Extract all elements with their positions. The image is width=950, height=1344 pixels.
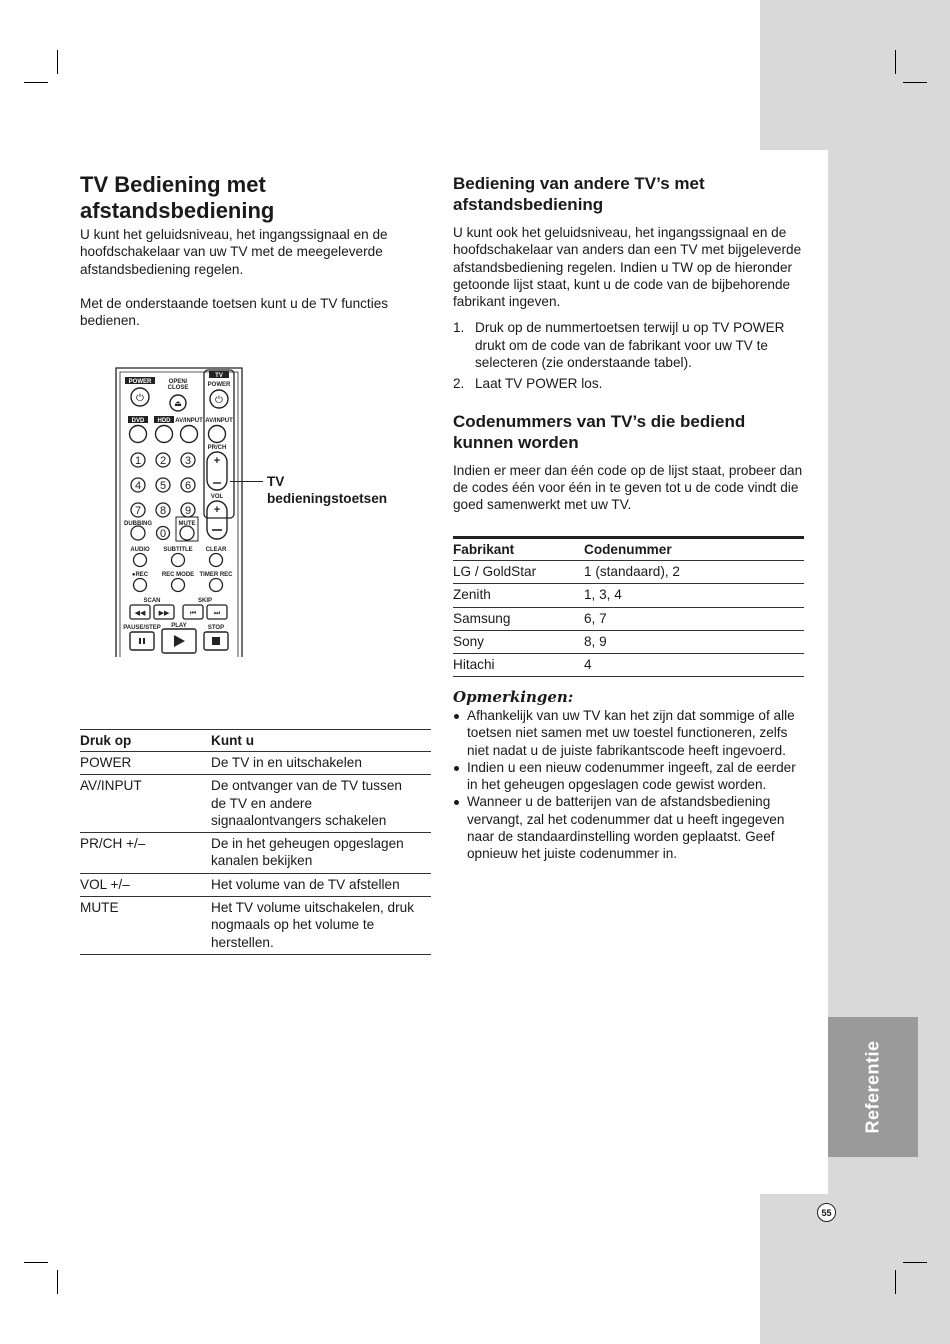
steps-list — [453, 319, 803, 392]
svg-text:CLOSE: CLOSE — [167, 385, 189, 391]
svg-text:⏭: ⏭ — [213, 610, 221, 617]
svg-text:TV: TV — [215, 373, 223, 379]
svg-text:VOL: VOL — [210, 494, 224, 500]
table-row: PR/CH +/– De in het geheugen opgeslagen kanalen bekijken — [80, 833, 431, 874]
svg-text:MUTE: MUTE — [178, 521, 196, 527]
intro-text: U kunt het geluidsniveau, het ingangssignaal en de hoofdschakelaar van uw TV met de meegeleverde afstandsbediening regelen. — [80, 227, 388, 277]
tv-keys-callout: TV bedieningstoetsen — [267, 474, 388, 507]
section-tab[interactable] — [828, 1017, 918, 1157]
table-header: Codenummer — [584, 542, 672, 557]
svg-text:+: + — [213, 455, 221, 467]
svg-text:AV/INPUT: AV/INPUT — [175, 418, 203, 424]
crop-mark — [903, 1262, 927, 1263]
svg-text:REC MODE: REC MODE — [161, 572, 195, 578]
crop-mark — [24, 82, 48, 83]
svg-text:POWER: POWER — [128, 379, 152, 385]
svg-text:⏻: ⏻ — [215, 395, 223, 406]
svg-text:HDD: HDD — [157, 418, 171, 424]
svg-text:CLEAR: CLEAR — [205, 547, 227, 553]
svg-text:TIMER REC: TIMER REC — [199, 572, 233, 578]
svg-text:AV/INPUT: AV/INPUT — [205, 418, 233, 424]
svg-text:PLAY: PLAY — [171, 623, 187, 629]
page-number-badge — [817, 1203, 836, 1222]
svg-text:5: 5 — [159, 480, 167, 492]
svg-text:●REC: ●REC — [131, 572, 149, 578]
notes-list — [453, 707, 805, 863]
svg-text:SUBTITLE: SUBTITLE — [163, 547, 193, 553]
other-tv-text: U kunt ook het geluidsniveau, het ingangssignaal en de hoofdschakelaar van anders dan een TV met bijgeleverde afstandsbediening regelen. Indien u TW op de hieronder getoonde lijst staat, kunt u de code van de bijbehorende fabrikant ingeven. — [453, 225, 802, 310]
table-row: Zenith 1, 3, 4 — [453, 584, 804, 607]
crop-mark — [895, 1270, 896, 1294]
crop-mark — [24, 1262, 48, 1263]
callout-line — [230, 481, 263, 482]
table-header: Kunt u — [211, 733, 255, 748]
table-row: POWER De TV in en uitschakelen — [80, 752, 431, 775]
codes-text: Indien er meer dan één code op de lijst staat, probeer dan de codes één voor één in te geven tot u de code vindt die goed samenwerkt met uw TV. — [453, 462, 803, 513]
notes-title: Opmerkingen: — [453, 688, 574, 706]
remote-control-illustration — [112, 365, 252, 657]
svg-text:DUBBING: DUBBING — [124, 521, 152, 527]
svg-text:4: 4 — [134, 480, 142, 492]
table-row: LG / GoldStar 1 (standaard), 2 — [453, 561, 804, 584]
svg-text:0: 0 — [159, 528, 167, 540]
crop-mark — [895, 50, 896, 74]
svg-text:8: 8 — [159, 505, 167, 517]
svg-text:OPEN/: OPEN/ — [168, 379, 188, 385]
intro-text-2: Met de onderstaande toetsen kunt u de TV functies bedienen. — [80, 295, 389, 329]
svg-text:6: 6 — [184, 480, 192, 492]
table-row: AV/INPUT De ontvanger van de TV tussen de TV en andere signaalontvangers schakelen — [80, 775, 431, 833]
table-row: VOL +/– Het volume van de TV afstellen — [80, 873, 431, 896]
svg-text:7: 7 — [134, 505, 142, 517]
table-header: Fabrikant — [453, 542, 515, 557]
svg-text:⏻: ⏻ — [136, 393, 144, 404]
tv-buttons-table — [80, 729, 431, 955]
crop-mark — [57, 50, 58, 74]
table-row: Hitachi 4 — [453, 654, 804, 677]
svg-text:2: 2 — [159, 455, 167, 467]
svg-text:▶▶: ▶▶ — [158, 610, 170, 617]
svg-text:+: + — [213, 504, 221, 516]
svg-text:1: 1 — [134, 455, 142, 467]
svg-text:AUDIO: AUDIO — [130, 547, 150, 553]
crop-mark — [903, 82, 927, 83]
svg-text:◀◀: ◀◀ — [134, 610, 146, 617]
list-item: Afhankelijk van uw TV kan het zijn dat sommige of alle toetsen niet samen met uw toestel functioneren, zelfs niet nadat u de juiste fabrikantscode heeft ingevoerd. — [453, 707, 805, 759]
side-band-bottom — [760, 1194, 950, 1344]
side-band-top — [760, 0, 950, 150]
svg-text:⏮: ⏮ — [189, 610, 197, 617]
list-item: 2. Laat TV POWER los. — [453, 376, 603, 392]
table-row: Sony 8, 9 — [453, 630, 804, 653]
table-row: MUTE Het TV volume uitschakelen, druk nogmaals op het volume te herstellen. — [80, 897, 431, 955]
left-column — [80, 172, 425, 329]
table-row: Samsung 6, 7 — [453, 607, 804, 630]
section-heading-codes: Codenummers van TV’s die bediend kunnen worden — [453, 411, 746, 452]
list-item: 1. Druk op de nummertoetsen terwijl u op TV POWER drukt om de code van de fabrikant voor uw TV te selecteren (zie onderstaande tabel). — [453, 320, 785, 371]
table-header: Druk op — [80, 733, 132, 748]
list-item: Wanneer u de batterijen van de afstandsbediening vervangt, zal het codenummer dat u heeft ingegeven naar de standaardinstelling worden geplaatst. Geef opnieuw het juiste codenummer in. — [453, 793, 805, 862]
section-tab-label: Referentie — [862, 1040, 883, 1134]
svg-text:⏏: ⏏ — [174, 399, 182, 408]
svg-text:STOP: STOP — [207, 625, 225, 631]
svg-text:PR/CH: PR/CH — [207, 445, 227, 451]
svg-text:3: 3 — [184, 455, 192, 467]
svg-text:SKIP: SKIP — [197, 598, 213, 604]
codes-table — [453, 536, 804, 677]
svg-text:PAUSE/STEP: PAUSE/STEP — [123, 625, 161, 631]
svg-text:POWER: POWER — [207, 382, 231, 388]
svg-text:9: 9 — [184, 505, 192, 517]
svg-text:SCAN: SCAN — [143, 598, 161, 604]
page-number: 55 — [821, 1207, 832, 1218]
right-column — [453, 173, 803, 514]
notes-section — [453, 688, 805, 863]
crop-mark — [57, 1270, 58, 1294]
section-heading-other-tv: Bediening van andere TV’s met afstandsbediening — [453, 174, 705, 214]
svg-text:DVD: DVD — [131, 418, 145, 424]
list-item: Indien u een nieuw codenummer ingeeft, zal de eerder in het geheugen opgeslagen code gewist worden. — [453, 759, 805, 794]
page-title: TV Bediening met afstandsbediening — [80, 172, 275, 223]
